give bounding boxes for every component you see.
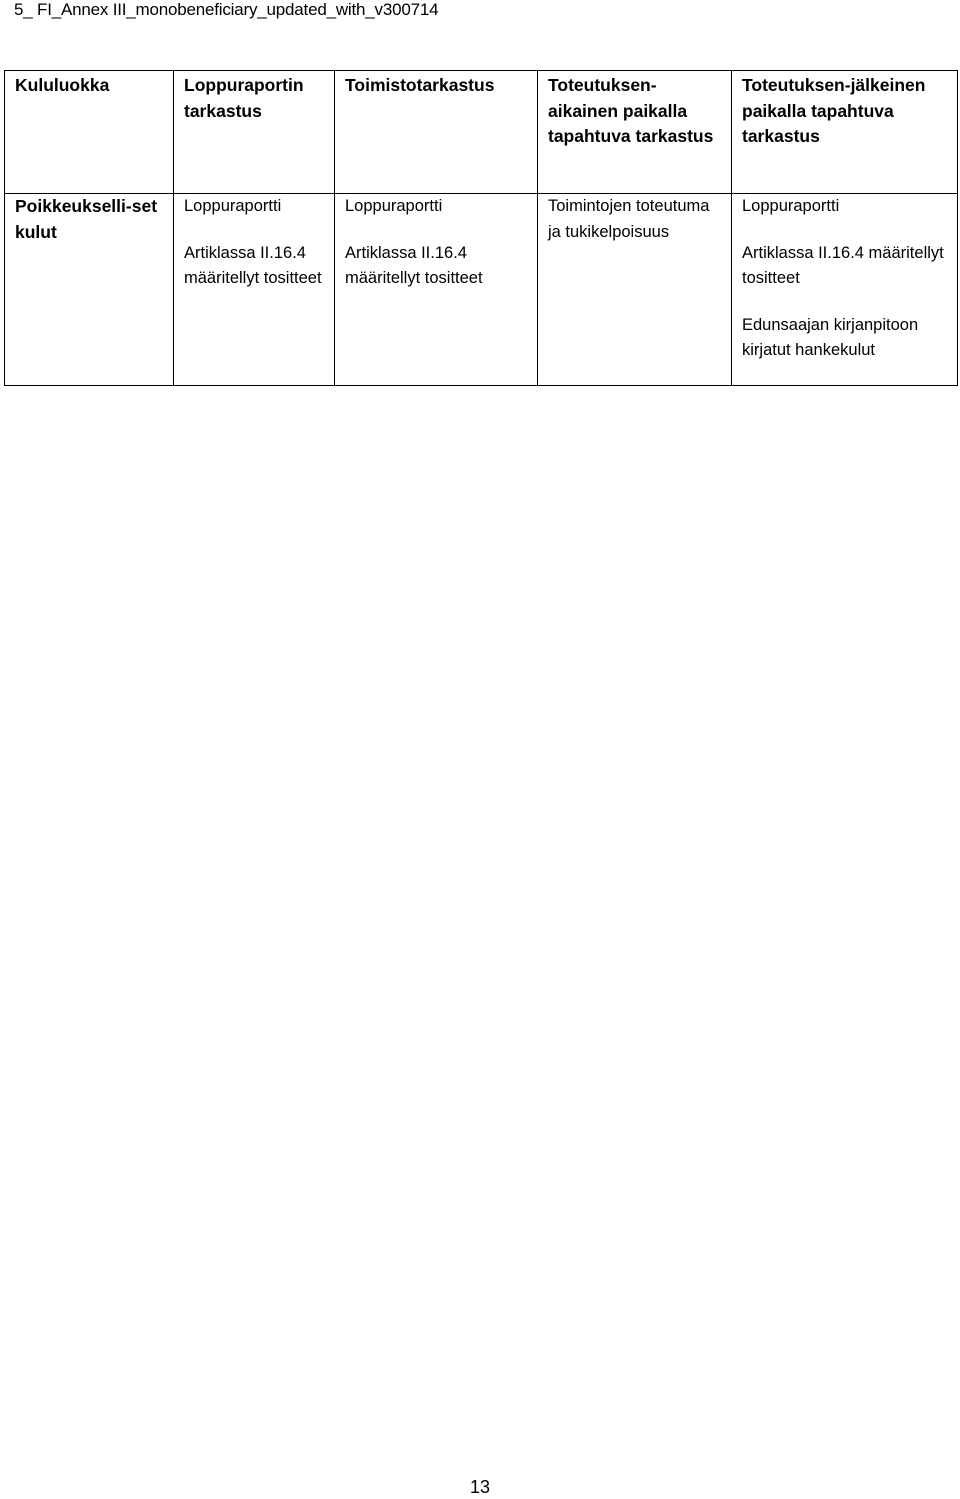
ongoing-check-detail: Toimintojen toteutuma ja tukikelpoisuus xyxy=(548,197,710,241)
column-header-toteutuksen-jalkeinen: Toteutuksen-jälkeinen paikalla tapahtuva tarkastus xyxy=(732,71,958,194)
final-report-detail: Artiklassa II.16.4 määritellyt tositteet xyxy=(184,243,322,287)
cell-ex-post-check xyxy=(732,194,958,386)
cell-ongoing-check xyxy=(538,194,732,386)
ex-post-check-title: Loppuraportti xyxy=(742,197,840,215)
page-number: 13 xyxy=(469,1477,491,1497)
table-row xyxy=(5,194,958,386)
eligibility-table xyxy=(4,70,958,386)
category-label: Poikkeukselli-set kulut xyxy=(15,196,158,242)
column-header-toimistotarkastus: Toimistotarkastus xyxy=(335,71,538,194)
cell-final-report xyxy=(174,194,335,386)
ex-post-check-detail: Artiklassa II.16.4 määritellyt tositteet xyxy=(742,243,944,287)
desk-review-detail: Artiklassa II.16.4 määritellyt tositteet xyxy=(345,243,483,287)
table-header-row xyxy=(5,71,958,194)
final-report-title: Loppuraportti xyxy=(184,197,282,215)
document-header: 5_ FI_Annex III_monobeneficiary_updated_with_v300714 xyxy=(14,0,439,19)
column-header-kululuokka: Kululuokka xyxy=(5,71,174,194)
row-category xyxy=(5,194,174,386)
cell-desk-review xyxy=(335,194,538,386)
column-header-toteutuksen-aikainen: Toteutuksen-aikainen paikalla tapahtuva tarkastus xyxy=(538,71,732,194)
column-header-loppuraportin-tarkastus: Loppuraportin tarkastus xyxy=(174,71,335,194)
desk-review-title: Loppuraportti xyxy=(345,197,443,215)
ex-post-check-extra: Edunsaajan kirjanpitoon kirjatut hankekulut xyxy=(742,315,919,359)
